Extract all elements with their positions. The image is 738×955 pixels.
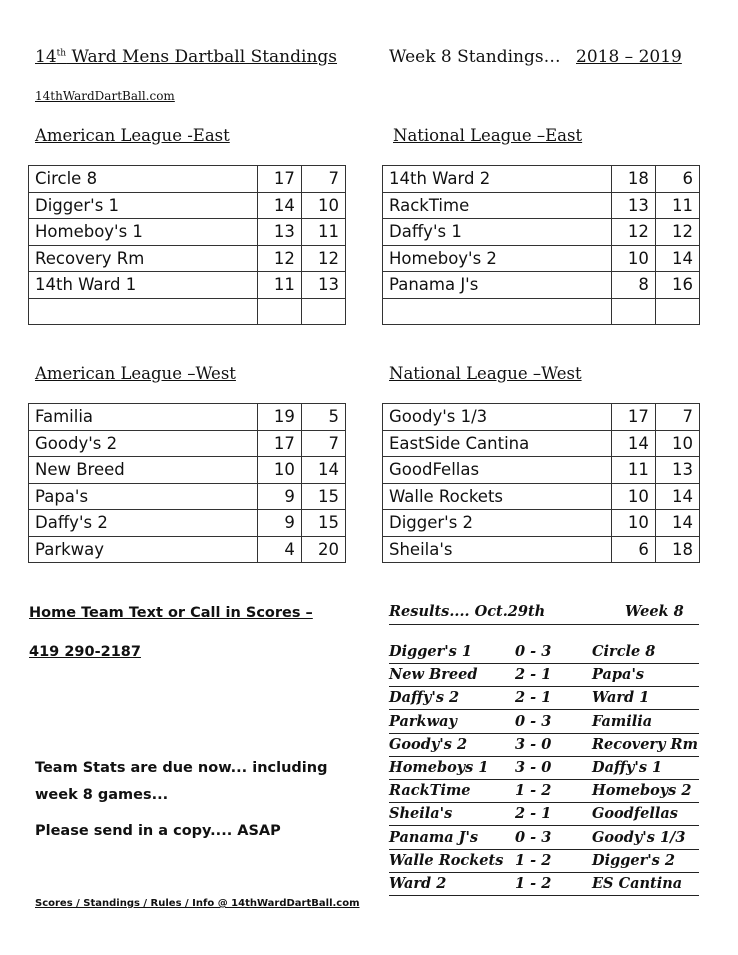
- result-home-team: Walle Rockets: [389, 851, 504, 869]
- standings-row: [383, 192, 700, 219]
- result-away-team: Familia: [592, 712, 653, 730]
- team-name-cell: Homeboy's 2: [383, 245, 612, 272]
- team-name-cell: Daffy's 1: [383, 219, 612, 246]
- standings-row: [29, 483, 346, 510]
- losses-cell: 5: [301, 404, 345, 431]
- result-away-team: Daffy's 1: [592, 759, 663, 776]
- losses-cell: 14: [301, 457, 345, 484]
- team-name-cell: [29, 298, 258, 325]
- result-row: [389, 781, 699, 803]
- standings-row: [29, 510, 346, 537]
- stats-due-line2: week 8 games...: [35, 787, 169, 803]
- result-away-team: Ward 1: [592, 689, 650, 707]
- result-score: 0 - 3: [515, 712, 552, 730]
- result-home-team: Panama J's: [389, 828, 479, 846]
- result-score: 2 - 1: [515, 805, 552, 823]
- standings-row: [29, 219, 346, 246]
- results-label: Results.... Oct.29th: [389, 603, 546, 620]
- result-row: [389, 851, 699, 873]
- result-row: [389, 735, 699, 757]
- standings-row: [29, 166, 346, 193]
- results-week: Week 8: [625, 603, 684, 620]
- losses-cell: 15: [301, 483, 345, 510]
- losses-cell: 7: [655, 404, 699, 431]
- standings-row: [29, 298, 346, 325]
- wins-cell: 10: [611, 483, 655, 510]
- team-name-cell: Papa's: [29, 483, 258, 510]
- losses-cell: 14: [655, 510, 699, 537]
- result-home-team: Daffy's 2: [389, 689, 460, 707]
- wins-cell: 17: [257, 430, 301, 457]
- standings-row: [383, 510, 700, 537]
- wins-cell: 14: [257, 192, 301, 219]
- standings-row: [29, 245, 346, 272]
- team-name-cell: GoodFellas: [383, 457, 612, 484]
- wins-cell: 11: [257, 272, 301, 299]
- losses-cell: 13: [301, 272, 345, 299]
- team-name-cell: Circle 8: [29, 166, 258, 193]
- result-away-team: Digger's 2: [592, 851, 675, 869]
- al-east-title: American League -East: [35, 126, 230, 145]
- result-away-team: Recovery Rm: [592, 735, 698, 753]
- team-name-cell: Panama J's: [383, 272, 612, 299]
- wins-cell: 17: [257, 166, 301, 193]
- team-name-cell: Digger's 1: [29, 192, 258, 219]
- standings-row: [383, 245, 700, 272]
- losses-cell: 11: [655, 192, 699, 219]
- nl-east-title: National League –East: [393, 126, 583, 145]
- result-away-team: Goodfellas: [592, 805, 678, 823]
- website-link[interactable]: 14thWardDartBall.com: [35, 89, 175, 103]
- team-name-cell: Parkway: [29, 536, 258, 563]
- team-name-cell: Goody's 2: [29, 430, 258, 457]
- losses-cell: 12: [301, 245, 345, 272]
- result-score: 3 - 0: [515, 759, 552, 776]
- team-name-cell: EastSide Cantina: [383, 430, 612, 457]
- result-score: 0 - 3: [515, 643, 552, 660]
- stats-due-line1: Team Stats are due now... including: [35, 760, 328, 776]
- standings-row: [383, 298, 700, 325]
- result-score: 2 - 1: [515, 666, 552, 684]
- losses-cell: 7: [301, 430, 345, 457]
- standings-row: [29, 430, 346, 457]
- wins-cell: 13: [611, 192, 655, 219]
- wins-cell: 9: [257, 483, 301, 510]
- standings-row: [29, 192, 346, 219]
- losses-cell: [655, 298, 699, 325]
- result-away-team: Papa's: [592, 666, 645, 684]
- result-home-team: Goody's 2: [389, 735, 468, 753]
- team-name-cell: Homeboy's 1: [29, 219, 258, 246]
- wins-cell: 9: [257, 510, 301, 537]
- wins-cell: 12: [257, 245, 301, 272]
- footer-info: Scores / Standings / Rules / Info @ 14thWardDartBall.com: [35, 898, 360, 909]
- result-home-team: Homeboys 1: [389, 759, 489, 776]
- losses-cell: 7: [301, 166, 345, 193]
- wins-cell: 10: [611, 245, 655, 272]
- losses-cell: 20: [301, 536, 345, 563]
- result-score: 1 - 2: [515, 851, 552, 869]
- standings-row: [383, 219, 700, 246]
- standings-row: [29, 457, 346, 484]
- standings-row: [383, 272, 700, 299]
- result-away-team: ES Cantina: [592, 875, 683, 892]
- wins-cell: 10: [611, 510, 655, 537]
- result-row: [389, 828, 699, 850]
- losses-cell: 18: [655, 536, 699, 563]
- team-name-cell: Walle Rockets: [383, 483, 612, 510]
- result-home-team: Ward 2: [389, 875, 447, 892]
- al-west-title: American League –West: [35, 364, 236, 383]
- result-home-team: RackTime: [389, 782, 471, 800]
- team-name-cell: Digger's 2: [383, 510, 612, 537]
- team-name-cell: Daffy's 2: [29, 510, 258, 537]
- result-home-team: New Breed: [389, 666, 478, 684]
- team-name-cell: [383, 298, 612, 325]
- losses-cell: [301, 298, 345, 325]
- call-in-scores-text: Home Team Text or Call in Scores –: [29, 605, 313, 621]
- wins-cell: 8: [611, 272, 655, 299]
- result-score: 2 - 1: [515, 689, 552, 707]
- al-east-table: [28, 165, 346, 325]
- standings-row: [383, 430, 700, 457]
- team-name-cell: Sheila's: [383, 536, 612, 563]
- result-row: [389, 665, 699, 687]
- result-score: 1 - 2: [515, 782, 552, 800]
- team-name-cell: Goody's 1/3: [383, 404, 612, 431]
- result-score: 0 - 3: [515, 828, 552, 846]
- losses-cell: 14: [655, 245, 699, 272]
- wins-cell: 12: [611, 219, 655, 246]
- results-header: [389, 603, 699, 625]
- wins-cell: [257, 298, 301, 325]
- team-name-cell: Familia: [29, 404, 258, 431]
- result-row: [389, 642, 699, 664]
- result-away-team: Circle 8: [592, 643, 656, 660]
- result-away-team: Homeboys 2: [592, 782, 692, 800]
- nl-east-table: [382, 165, 700, 325]
- standings-row: [383, 166, 700, 193]
- wins-cell: 11: [611, 457, 655, 484]
- team-name-cell: Recovery Rm: [29, 245, 258, 272]
- result-row: [389, 804, 699, 826]
- result-home-team: Sheila's: [389, 805, 453, 823]
- losses-cell: 16: [655, 272, 699, 299]
- send-copy-note: Please send in a copy.... ASAP: [35, 823, 281, 839]
- result-score: 1 - 2: [515, 875, 552, 892]
- team-name-cell: 14th Ward 2: [383, 166, 612, 193]
- result-row: [389, 874, 699, 896]
- standings-row: [383, 457, 700, 484]
- losses-cell: 12: [655, 219, 699, 246]
- result-row: [389, 688, 699, 710]
- wins-cell: 13: [257, 219, 301, 246]
- wins-cell: 19: [257, 404, 301, 431]
- nl-west-table: [382, 403, 700, 563]
- wins-cell: 10: [257, 457, 301, 484]
- wins-cell: 6: [611, 536, 655, 563]
- standings-row: [29, 272, 346, 299]
- page-title: 14th Ward Mens Dartball Standings: [35, 47, 338, 67]
- losses-cell: 13: [655, 457, 699, 484]
- nl-west-title: National League –West: [389, 364, 582, 383]
- losses-cell: 15: [301, 510, 345, 537]
- wins-cell: [611, 298, 655, 325]
- wins-cell: 18: [611, 166, 655, 193]
- result-row: [389, 712, 699, 734]
- losses-cell: 14: [655, 483, 699, 510]
- week-label: Week 8 Standings…: [389, 47, 561, 67]
- standings-row: [383, 483, 700, 510]
- losses-cell: 10: [301, 192, 345, 219]
- phone-number: 419 290-2187: [29, 644, 141, 660]
- standings-row: [29, 404, 346, 431]
- wins-cell: 17: [611, 404, 655, 431]
- team-name-cell: New Breed: [29, 457, 258, 484]
- team-name-cell: 14th Ward 1: [29, 272, 258, 299]
- losses-cell: 11: [301, 219, 345, 246]
- wins-cell: 14: [611, 430, 655, 457]
- result-score: 3 - 0: [515, 735, 552, 753]
- wins-cell: 4: [257, 536, 301, 563]
- result-away-team: Goody's 1/3: [592, 828, 686, 846]
- result-home-team: Digger's 1: [389, 643, 472, 660]
- result-row: [389, 758, 699, 780]
- result-home-team: Parkway: [389, 712, 457, 730]
- al-west-table: [28, 403, 346, 563]
- standings-row: [383, 404, 700, 431]
- team-name-cell: RackTime: [383, 192, 612, 219]
- standings-row: [29, 536, 346, 563]
- standings-row: [383, 536, 700, 563]
- losses-cell: 10: [655, 430, 699, 457]
- season-label: 2018 – 2019: [576, 47, 682, 67]
- losses-cell: 6: [655, 166, 699, 193]
